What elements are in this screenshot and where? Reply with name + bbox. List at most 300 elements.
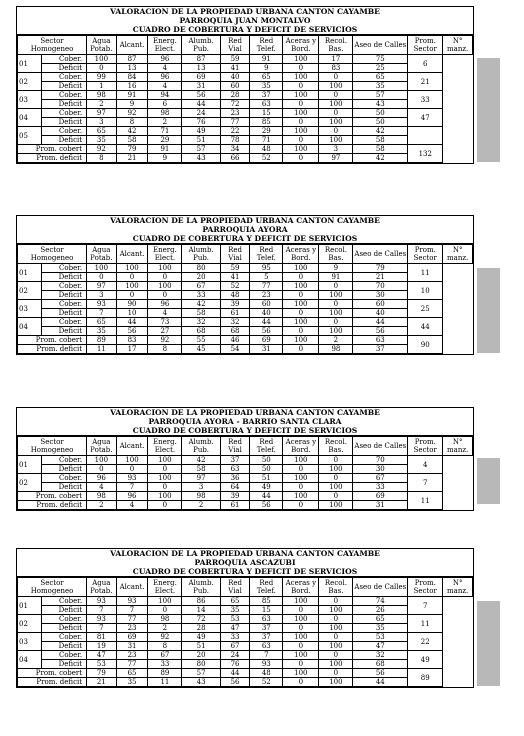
value-cell: 58 <box>116 136 148 145</box>
value-cell: 34 <box>220 145 250 154</box>
value-cell: 9 <box>148 154 182 163</box>
value-cell: 81 <box>87 633 117 642</box>
average-row <box>18 492 473 501</box>
value-cell: 50 <box>250 456 283 465</box>
value-cell: 100 <box>283 597 319 606</box>
value-cell: 3 <box>319 145 353 154</box>
value-cell: 41 <box>220 64 250 73</box>
column-header: Alumb. Pub. <box>182 245 220 264</box>
value-cell: 11 <box>148 678 182 687</box>
value-cell: 0 <box>283 309 319 318</box>
value-cell: 91 <box>148 145 182 154</box>
value-cell: 72 <box>220 100 250 109</box>
value-cell: 43 <box>353 100 408 109</box>
coverage-grid <box>17 577 473 687</box>
value-cell: 42 <box>182 456 220 465</box>
value-cell: 0 <box>319 73 353 82</box>
value-cell: 100 <box>319 327 353 336</box>
table-row <box>18 64 473 73</box>
value-cell: 98 <box>319 345 353 354</box>
value-cell: 83 <box>319 64 353 73</box>
table-parish: PARROQUIA AYORA - BARRIO SANTA CLARA <box>148 417 342 426</box>
value-cell: 8 <box>148 345 182 354</box>
value-cell: 65 <box>116 669 148 678</box>
table-row <box>18 91 473 100</box>
value-cell: 35 <box>353 624 408 633</box>
value-cell: 44 <box>353 318 408 327</box>
value-cell: 98 <box>87 91 117 100</box>
table-subtitle: CUADRO DE COBERTURA Y DEFICIT DE SERVICIOS <box>17 426 473 436</box>
table-row <box>18 465 473 474</box>
value-cell: 42 <box>353 127 408 136</box>
value-cell: 63 <box>250 642 283 651</box>
manz-count: 11 <box>408 264 443 282</box>
coverage-grid <box>17 244 473 354</box>
value-cell: 2 <box>87 501 117 510</box>
sector-code: 02 <box>18 282 42 300</box>
sector-code: 01 <box>18 264 42 282</box>
value-cell: 26 <box>353 606 408 615</box>
manz-count: 21 <box>408 73 443 91</box>
value-cell: 35 <box>87 136 117 145</box>
table-row <box>18 483 473 492</box>
value-cell: 33 <box>353 483 408 492</box>
value-cell: 13 <box>116 64 148 73</box>
value-cell: 93 <box>87 597 117 606</box>
value-cell: 63 <box>250 100 283 109</box>
table-parish: PARROQUIA ASCAZUBI <box>194 558 296 567</box>
total-manz: 132 <box>408 145 443 163</box>
value-cell: 0 <box>319 456 353 465</box>
sector-code: 03 <box>18 91 42 109</box>
value-cell: 37 <box>353 345 408 354</box>
manz-count: 33 <box>408 91 443 109</box>
value-cell: 58 <box>182 465 220 474</box>
value-cell: 0 <box>319 300 353 309</box>
column-header: Agua Potab. <box>87 578 117 597</box>
row-type-label: Deficit <box>42 118 87 127</box>
value-cell: 0 <box>283 660 319 669</box>
value-cell: 7 <box>87 624 117 633</box>
row-type-label: Cober. <box>42 264 87 273</box>
value-cell: 1 <box>87 82 117 91</box>
value-cell: 46 <box>220 336 250 345</box>
table-row <box>18 606 473 615</box>
value-cell: 47 <box>220 624 250 633</box>
value-cell: 0 <box>319 615 353 624</box>
value-cell: 61 <box>220 309 250 318</box>
value-cell: 57 <box>353 91 408 100</box>
column-header: Red Telef. <box>250 36 283 55</box>
table-row <box>18 651 473 660</box>
value-cell: 7 <box>87 606 117 615</box>
value-cell: 72 <box>182 615 220 624</box>
average-row <box>18 154 473 163</box>
row-type-label: Cober. <box>42 91 87 100</box>
value-cell: 56 <box>250 501 283 510</box>
sector-code: 03 <box>18 633 42 651</box>
row-type-label: Cober. <box>42 615 87 624</box>
value-cell: 43 <box>182 678 220 687</box>
value-cell: 100 <box>319 100 353 109</box>
value-cell: 100 <box>283 336 319 345</box>
sector-code: 04 <box>18 651 42 669</box>
column-header: Agua Potab. <box>87 245 117 264</box>
value-cell: 91 <box>116 91 148 100</box>
table-subtitle: CUADRO DE COBERTURA Y DEFICIT DE SERVICIOS <box>17 25 473 35</box>
value-cell: 0 <box>148 606 182 615</box>
value-cell: 100 <box>283 264 319 273</box>
table-subtitle: CUADRO DE COBERTURA Y DEFICIT DE SERVICIOS <box>17 567 473 577</box>
value-cell: 96 <box>148 55 182 64</box>
column-header: N° manz. <box>443 578 473 597</box>
value-cell: 93 <box>87 615 117 624</box>
sector-code: 03 <box>18 300 42 318</box>
table-row <box>18 624 473 633</box>
row-type-label: Deficit <box>42 327 87 336</box>
value-cell: 93 <box>250 660 283 669</box>
value-cell: 100 <box>116 264 148 273</box>
value-cell: 0 <box>283 136 319 145</box>
value-cell: 8 <box>87 154 117 163</box>
column-header: Prom. Sector <box>408 578 443 597</box>
row-type-label: Deficit <box>42 624 87 633</box>
value-cell: 78 <box>220 136 250 145</box>
value-cell: 56 <box>353 327 408 336</box>
value-cell: 0 <box>148 291 182 300</box>
value-cell: 0 <box>283 327 319 336</box>
value-cell: 98 <box>148 109 182 118</box>
value-cell: 69 <box>353 492 408 501</box>
manz-count: 25 <box>408 300 443 318</box>
value-cell: 100 <box>319 678 353 687</box>
value-cell: 20 <box>182 651 220 660</box>
table-row <box>18 282 473 291</box>
value-cell: 95 <box>250 264 283 273</box>
value-cell: 100 <box>116 456 148 465</box>
value-cell: 37 <box>250 633 283 642</box>
column-header: Aceras y Bord. <box>283 245 319 264</box>
value-cell: 100 <box>283 282 319 291</box>
value-cell: 50 <box>353 118 408 127</box>
value-cell: 30 <box>353 291 408 300</box>
value-cell: 0 <box>283 678 319 687</box>
value-cell: 0 <box>319 597 353 606</box>
value-cell: 3 <box>87 118 117 127</box>
value-cell: 11 <box>87 345 117 354</box>
manz-count: 4 <box>408 456 443 474</box>
value-cell: 0 <box>283 642 319 651</box>
value-cell: 3 <box>182 483 220 492</box>
value-cell: 70 <box>353 282 408 291</box>
value-cell: 8 <box>148 642 182 651</box>
table-title: VALORACION DE LA PROPIEDAD URBANA CANTON CAYAMBE <box>110 7 380 16</box>
value-cell: 60 <box>220 82 250 91</box>
value-cell: 100 <box>319 291 353 300</box>
row-type-label: Deficit <box>42 642 87 651</box>
value-cell: 53 <box>353 633 408 642</box>
coverage-table-santa-clara <box>16 407 474 511</box>
row-type-label: Cober. <box>42 318 87 327</box>
value-cell: 33 <box>148 660 182 669</box>
value-cell: 0 <box>148 501 182 510</box>
average-label: Prom. cobert <box>18 492 87 501</box>
value-cell: 0 <box>283 100 319 109</box>
table-parish: PARROQUIA AYORA <box>202 225 288 234</box>
average-row <box>18 345 473 354</box>
table-title: VALORACION DE LA PROPIEDAD URBANA CANTON CAYAMBE <box>110 408 380 417</box>
row-type-label: Deficit <box>42 309 87 318</box>
column-header: Alcant. <box>116 578 148 597</box>
value-cell: 100 <box>319 624 353 633</box>
column-header: Energ. Elect. <box>148 578 182 597</box>
value-cell: 0 <box>116 273 148 282</box>
value-cell: 79 <box>353 264 408 273</box>
value-cell: 4 <box>148 64 182 73</box>
table-parish: PARROQUIA JUAN MONTALVO <box>179 16 311 25</box>
value-cell: 100 <box>319 465 353 474</box>
value-cell: 13 <box>182 64 220 73</box>
value-cell: 0 <box>116 291 148 300</box>
manz-shade <box>477 601 500 686</box>
row-type-label: Deficit <box>42 660 87 669</box>
sector-code: 01 <box>18 55 42 73</box>
value-cell: 2 <box>148 624 182 633</box>
column-header: Aceras y Bord. <box>283 578 319 597</box>
column-header: Aseo de Calles <box>353 36 408 55</box>
row-type-label: Deficit <box>42 64 87 73</box>
row-type-label: Cober. <box>42 633 87 642</box>
value-cell: 58 <box>353 136 408 145</box>
value-cell: 24 <box>182 109 220 118</box>
value-cell: 100 <box>283 615 319 624</box>
value-cell: 80 <box>182 660 220 669</box>
value-cell: 100 <box>148 264 182 273</box>
row-type-label: Cober. <box>42 127 87 136</box>
value-cell: 21 <box>353 273 408 282</box>
value-cell: 0 <box>283 273 319 282</box>
value-cell: 89 <box>87 336 117 345</box>
value-cell: 100 <box>283 651 319 660</box>
value-cell: 17 <box>319 55 353 64</box>
header-row <box>18 437 473 456</box>
value-cell: 0 <box>319 91 353 100</box>
value-cell: 36 <box>220 474 250 483</box>
column-header: Recol. Bas. <box>319 36 353 55</box>
value-cell: 70 <box>353 456 408 465</box>
value-cell: 65 <box>250 73 283 82</box>
value-cell: 54 <box>220 345 250 354</box>
value-cell: 100 <box>148 456 182 465</box>
value-cell: 77 <box>250 282 283 291</box>
table-row <box>18 474 473 483</box>
coverage-table-ascazubi <box>16 548 474 688</box>
value-cell: 65 <box>353 73 408 82</box>
average-label: Prom. deficit <box>18 678 87 687</box>
sector-code: 02 <box>18 474 42 492</box>
column-header: Recol. Bas. <box>319 245 353 264</box>
value-cell: 33 <box>182 291 220 300</box>
column-header: Recol. Bas. <box>319 437 353 456</box>
value-cell: 64 <box>220 483 250 492</box>
value-cell: 100 <box>319 501 353 510</box>
value-cell: 5 <box>250 273 283 282</box>
value-cell: 23 <box>116 651 148 660</box>
value-cell: 39 <box>220 300 250 309</box>
column-header: Prom. Sector <box>408 36 443 55</box>
value-cell: 91 <box>250 55 283 64</box>
table-row <box>18 82 473 91</box>
value-cell: 53 <box>87 660 117 669</box>
value-cell: 48 <box>250 145 283 154</box>
value-cell: 2 <box>87 100 117 109</box>
value-cell: 100 <box>319 118 353 127</box>
value-cell: 63 <box>353 336 408 345</box>
value-cell: 87 <box>182 55 220 64</box>
table-row <box>18 633 473 642</box>
column-header: Energ. Elect. <box>148 437 182 456</box>
value-cell: 4 <box>148 309 182 318</box>
table-row <box>18 615 473 624</box>
value-cell: 0 <box>319 282 353 291</box>
value-cell: 74 <box>353 597 408 606</box>
value-cell: 100 <box>283 127 319 136</box>
value-cell: 7 <box>116 483 148 492</box>
value-cell: 68 <box>182 327 220 336</box>
value-cell: 51 <box>250 474 283 483</box>
value-cell: 100 <box>319 309 353 318</box>
value-cell: 69 <box>116 633 148 642</box>
column-header: Recol. Bas. <box>319 578 353 597</box>
column-header: Aceras y Bord. <box>283 437 319 456</box>
value-cell: 32 <box>353 651 408 660</box>
coverage-grid <box>17 35 473 163</box>
value-cell: 80 <box>182 264 220 273</box>
value-cell: 20 <box>182 273 220 282</box>
value-cell: 31 <box>182 82 220 91</box>
column-header: Red Telef. <box>250 437 283 456</box>
value-cell: 48 <box>220 291 250 300</box>
average-label: Prom. cobert <box>18 145 87 154</box>
value-cell: 8 <box>116 118 148 127</box>
table-row <box>18 456 473 465</box>
value-cell: 93 <box>87 300 117 309</box>
column-header: Alumb. Pub. <box>182 36 220 55</box>
value-cell: 15 <box>250 109 283 118</box>
column-header: N° manz. <box>443 36 473 55</box>
row-type-label: Cober. <box>42 109 87 118</box>
value-cell: 53 <box>220 615 250 624</box>
value-cell: 93 <box>116 474 148 483</box>
table-row <box>18 73 473 82</box>
value-cell: 44 <box>116 318 148 327</box>
value-cell: 4 <box>87 483 117 492</box>
value-cell: 0 <box>283 345 319 354</box>
row-type-label: Deficit <box>42 100 87 109</box>
value-cell: 59 <box>220 264 250 273</box>
row-type-label: Cober. <box>42 597 87 606</box>
value-cell: 23 <box>220 109 250 118</box>
row-type-label: Cober. <box>42 73 87 82</box>
value-cell: 0 <box>283 501 319 510</box>
value-cell: 44 <box>220 669 250 678</box>
column-header: Alcant. <box>116 437 148 456</box>
sector-code: 04 <box>18 109 42 127</box>
column-header: Prom. Sector <box>408 245 443 264</box>
value-cell: 9 <box>319 264 353 273</box>
value-cell: 59 <box>220 55 250 64</box>
average-label: Prom. cobert <box>18 669 87 678</box>
value-cell: 31 <box>116 642 148 651</box>
value-cell: 65 <box>87 127 117 136</box>
column-header: Red Vial <box>220 245 250 264</box>
value-cell: 96 <box>148 300 182 309</box>
value-cell: 35 <box>353 82 408 91</box>
table-row <box>18 55 473 64</box>
manz-shade <box>477 268 500 353</box>
value-cell: 100 <box>283 145 319 154</box>
value-cell: 37 <box>250 91 283 100</box>
value-cell: 0 <box>116 465 148 474</box>
value-cell: 0 <box>148 483 182 492</box>
value-cell: 0 <box>283 154 319 163</box>
value-cell: 16 <box>116 82 148 91</box>
value-cell: 56 <box>353 669 408 678</box>
value-cell: 100 <box>283 109 319 118</box>
value-cell: 37 <box>220 456 250 465</box>
value-cell: 27 <box>148 327 182 336</box>
value-cell: 97 <box>319 154 353 163</box>
value-cell: 50 <box>250 465 283 474</box>
sector-code: 01 <box>18 456 42 474</box>
value-cell: 77 <box>116 660 148 669</box>
value-cell: 86 <box>182 597 220 606</box>
value-cell: 100 <box>319 642 353 651</box>
table-row <box>18 597 473 606</box>
value-cell: 67 <box>148 651 182 660</box>
column-header: Energ. Elect. <box>148 36 182 55</box>
row-type-label: Cober. <box>42 300 87 309</box>
value-cell: 10 <box>116 309 148 318</box>
sector-code: 02 <box>18 615 42 633</box>
value-cell: 56 <box>250 327 283 336</box>
table-row <box>18 309 473 318</box>
value-cell: 51 <box>182 136 220 145</box>
value-cell: 93 <box>116 597 148 606</box>
average-row <box>18 669 473 678</box>
value-cell: 0 <box>319 669 353 678</box>
coverage-table-juan-montalvo <box>16 6 474 164</box>
manz-count: 44 <box>408 318 443 336</box>
column-header: N° manz. <box>443 437 473 456</box>
value-cell: 43 <box>182 154 220 163</box>
value-cell: 98 <box>87 492 117 501</box>
manz-count: 11 <box>408 615 443 633</box>
value-cell: 44 <box>353 678 408 687</box>
column-header: Red Vial <box>220 437 250 456</box>
value-cell: 7 <box>250 651 283 660</box>
value-cell: 68 <box>353 660 408 669</box>
value-cell: 76 <box>220 660 250 669</box>
value-cell: 0 <box>87 64 117 73</box>
value-cell: 2 <box>319 336 353 345</box>
manz-count: 7 <box>408 597 443 615</box>
value-cell: 96 <box>87 474 117 483</box>
average-row <box>18 145 473 154</box>
value-cell: 57 <box>182 145 220 154</box>
value-cell: 67 <box>220 642 250 651</box>
average-row <box>18 501 473 510</box>
